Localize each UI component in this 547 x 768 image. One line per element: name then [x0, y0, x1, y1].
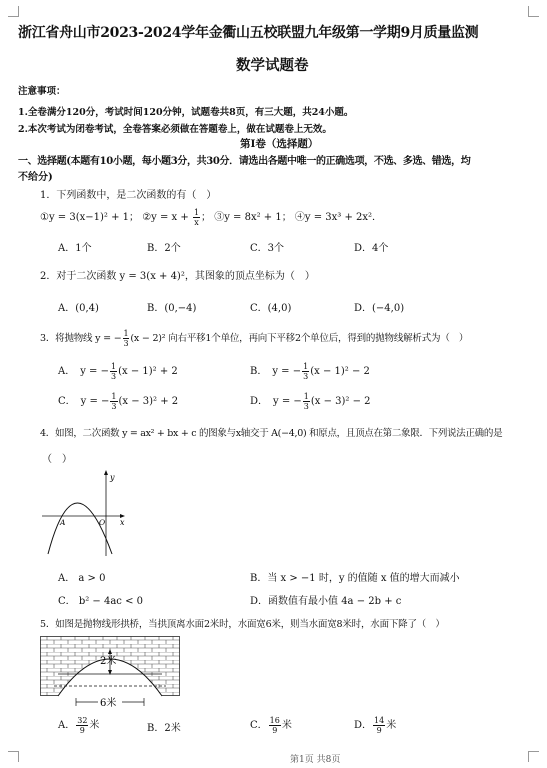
q2-option-a: A．(0,4): [58, 303, 99, 314]
q3-d-pre: D． y = −: [250, 396, 302, 407]
q3-c-post: (x − 3)² + 2: [118, 396, 179, 407]
q3-c-fraction: [110, 392, 117, 411]
q4-option-c: C． b² − 4ac < 0: [58, 596, 143, 607]
q5-option-d: [354, 716, 396, 735]
q3-d-frac-num: 1: [303, 392, 309, 401]
q1-expr-3: ③y = 8x² + 1；: [214, 212, 292, 223]
q5-option-a: [58, 716, 99, 735]
q5-d-fraction: [373, 716, 385, 735]
q3-b-post: (x − 1)² − 2: [310, 366, 370, 377]
q3-a-pre: A． y = −: [58, 366, 109, 377]
q5-stem: 5．如图是抛物线形拱桥，当拱顶离水面2米时，水面宽6米，则当水面宽8米时，水面下降了（ ）: [40, 619, 445, 630]
q5-a-num: 32: [77, 716, 88, 725]
q5-option-c: [250, 716, 292, 735]
q1-option-b: B．2个: [147, 243, 181, 254]
q5-a-den: 9: [79, 726, 85, 735]
q5-arch-bridge-diagram: [40, 636, 180, 710]
q4-option-d: D．函数值有最小值 4a − 2b + c: [250, 596, 402, 607]
crop-mark-top-left: [8, 6, 19, 17]
q5-c-pre: C．: [250, 720, 268, 731]
q5-c-fraction: [269, 716, 281, 735]
q3-stem-frac-num: 1: [123, 329, 129, 338]
q3-a-frac-den: 3: [111, 372, 117, 381]
q3-b-frac-den: 3: [303, 372, 309, 381]
q5-d-num: 14: [374, 716, 385, 725]
q1-expr-4: ④y = 3x³ + 2x²．: [294, 212, 383, 223]
q3-d-fraction: [303, 392, 310, 411]
section-heading-line1: 一、选择题(本题有10小题，每小题3分，共30分．请选出各题中唯一的正确选项，不选、多选、错选，均: [18, 156, 471, 167]
q4-parabola-curve: [48, 503, 112, 554]
q3-c-frac-den: 3: [111, 402, 117, 411]
q2-option-d: D．(−4,0): [354, 303, 405, 314]
q1-option-c: C．3个: [250, 243, 285, 254]
notice-item-2: 2.本次考试为闭卷考试，全卷答案必须做在答题卷上，做在试题卷上无效。: [18, 124, 332, 135]
q4-label-o: O: [99, 518, 106, 527]
q4-stem-cont: （ ）: [42, 454, 72, 465]
q4-label-a: A: [60, 518, 66, 527]
q5-option-b: B．2米: [147, 723, 181, 734]
q5-c-unit: 米: [281, 720, 292, 731]
q5-d-unit: 米: [386, 720, 397, 731]
q4-stem: 4．如图，二次函数 y = ax² + bx + c 的图象与x轴交于 A(−4,0) 和原点，且顶点在第二象限．下列说法正确的是: [40, 428, 503, 439]
q3-b-fraction: [302, 362, 309, 381]
crop-mark-top-right: [528, 6, 539, 17]
q1-expr-2-text: ②y = x +: [142, 212, 192, 223]
q3-a-frac-num: 1: [111, 362, 117, 371]
q4-option-a: A． a > 0: [58, 573, 106, 584]
q3-b-pre: B． y = −: [250, 366, 302, 377]
q1-expressions: [40, 208, 382, 227]
q1-option-d: D．4个: [354, 243, 389, 254]
q1-expr-1: ①y = 3(x−1)² + 1；: [40, 212, 140, 223]
q3-stem: [40, 329, 468, 348]
q3-stem-frac-den: 3: [123, 339, 129, 348]
q1-frac-num: 1: [193, 208, 200, 217]
page-footer: 第1页 共8页: [290, 755, 341, 765]
q4-y-arrow: [104, 470, 108, 475]
q2-option-c: C．(4,0): [250, 303, 292, 314]
q3-a-post: (x − 1)² + 2: [118, 366, 178, 377]
q3-option-c: [58, 392, 178, 411]
q3-option-d: [250, 392, 371, 411]
q4-parabola-graph: [40, 470, 130, 558]
q5-a-pre: A．: [58, 720, 76, 731]
q3-c-pre: C． y = −: [58, 396, 110, 407]
q3-d-frac-den: 3: [303, 402, 309, 411]
q3-stem-text-a: 3．将抛物线 y = −: [40, 333, 122, 344]
q1-expr-2: [142, 208, 212, 227]
q5-label-6m: 6米: [100, 698, 117, 709]
q5-c-num: 16: [269, 716, 280, 725]
q4-label-x: x: [120, 518, 125, 527]
q1-expr-2-fraction: [193, 208, 200, 227]
q3-stem-text-b: (x − 2)² 向右平移1个单位，再向下平移2个单位后，得到的抛物线解析式为（ ）: [130, 333, 469, 344]
notice-item-1: 1.全卷满分120分，考试时间120分钟，试题卷共8页，有三大题，共24小题。: [18, 107, 354, 118]
q1-stem: 1．下列函数中，是二次函数的有（ ）: [40, 190, 217, 201]
section-heading-line2: 不给分): [18, 172, 53, 183]
q5-label-2m: 2米: [100, 656, 117, 667]
exam-title-line1: 浙江省舟山市2023-2024学年金衢山五校联盟九年级第一学期9月质量监测: [18, 25, 479, 41]
q3-c-frac-num: 1: [111, 392, 117, 401]
q5-a-unit: 米: [89, 720, 100, 731]
q3-option-b: [250, 362, 370, 381]
q1-frac-den: x: [194, 218, 199, 227]
q1-option-a: A．1个: [58, 243, 92, 254]
q5-a-fraction: [76, 716, 88, 735]
q1-expr-2-end: ；: [201, 212, 212, 223]
exam-title-line2: 数学试题卷: [236, 57, 309, 74]
q3-stem-fraction: [123, 329, 130, 348]
q4-label-y: y: [110, 473, 115, 482]
q4-option-b: B．当 x > −1 时，y 的值随 x 值的增大而减小: [250, 573, 460, 584]
q5-d-pre: D．: [354, 720, 373, 731]
q3-b-frac-num: 1: [303, 362, 309, 371]
q2-stem: 2．对于二次函数 y = 3(x + 4)²，其图象的顶点坐标为（ ）: [40, 271, 315, 282]
notice-label: 注意事项：: [18, 86, 66, 97]
volume-title: 第Ⅰ卷（选择题）: [240, 138, 319, 150]
q3-option-a: [58, 362, 178, 381]
q3-a-fraction: [110, 362, 117, 381]
crop-mark-bottom-left: [8, 751, 19, 762]
q2-option-b: B．(0,−4): [147, 303, 197, 314]
q5-d-den: 9: [376, 726, 382, 735]
q5-c-den: 9: [272, 726, 278, 735]
crop-mark-bottom-right: [528, 751, 539, 762]
q3-d-post: (x − 3)² − 2: [310, 396, 371, 407]
